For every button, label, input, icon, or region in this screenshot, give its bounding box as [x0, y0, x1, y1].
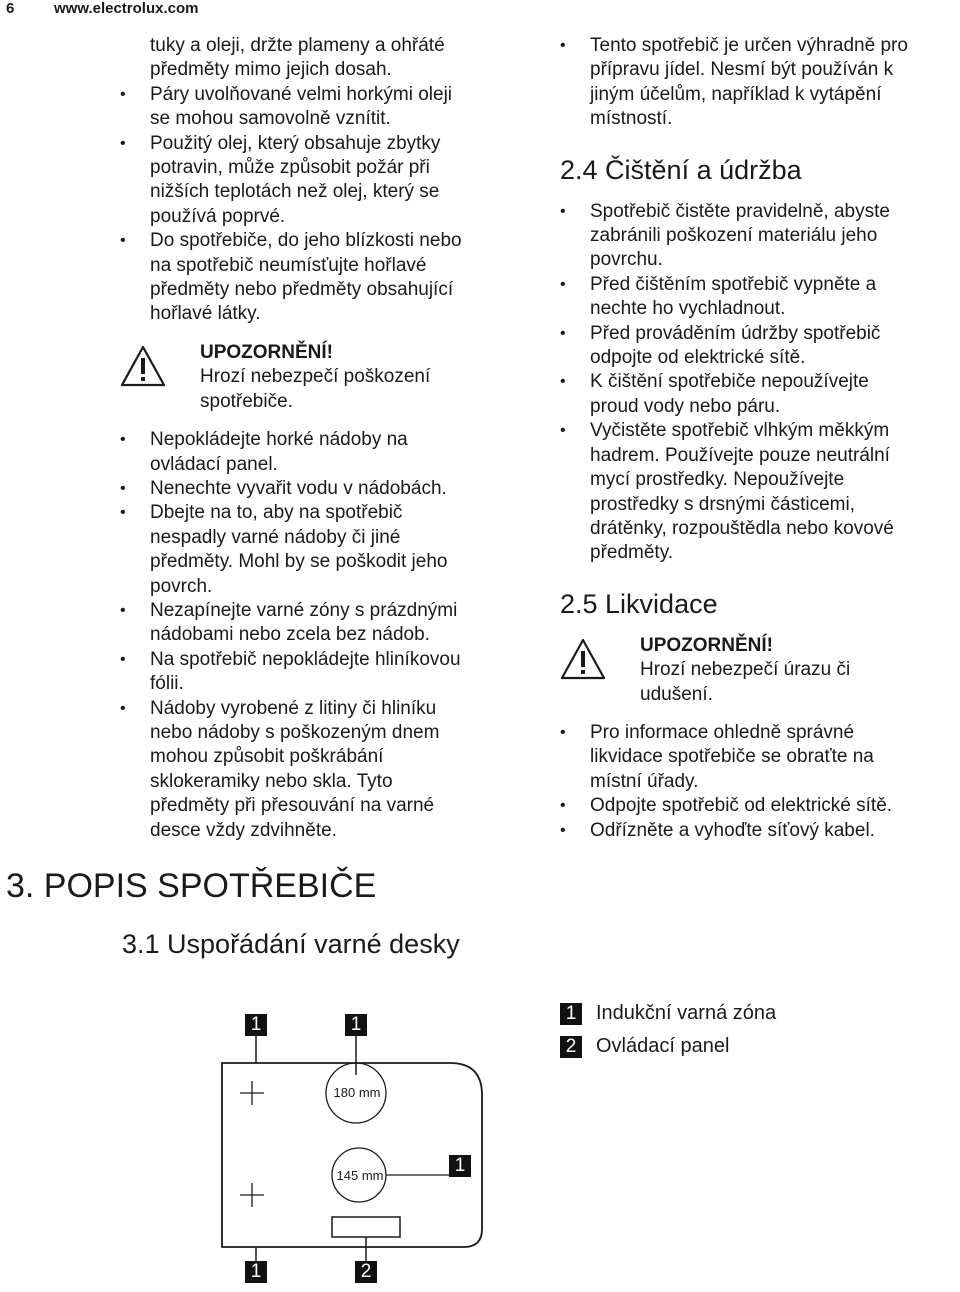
- section-heading-3-1: 3.1 Uspořádání varné desky: [122, 929, 460, 959]
- list-item: • K čištění spotřebiče nepoužívejte proud vody nebo páru.: [560, 370, 955, 419]
- callout-2-bottom-right: 2: [355, 1261, 377, 1283]
- page-number: 6: [6, 0, 15, 17]
- warning-block: [120, 341, 520, 414]
- list-item: • Páry uvolňované velmi horkými oleji se mohou samovolně vznítit.: [120, 83, 520, 132]
- warning-title: UPOZORNĚNÍ!: [640, 634, 773, 656]
- legend-number: 2: [560, 1036, 582, 1058]
- hob-outline: [190, 995, 510, 1292]
- list-item: • Odpojte spotřebič od elektrické sítě.: [560, 794, 955, 818]
- list-item: • Použitý olej, který obsahuje zbytky potravin, může způsobit požár při nižších teplotách než olej, který se používá poprvé.: [120, 132, 520, 230]
- callout-1-top-left: 1: [245, 1014, 267, 1036]
- list-item: • Nenechte vyvařit vodu v nádobách.: [120, 477, 520, 501]
- zone-large-diameter: 180 mm: [333, 1085, 381, 1100]
- site-url[interactable]: www.electrolux.com: [54, 0, 199, 17]
- bullet-list-a: [120, 83, 520, 327]
- bullet-list-top: [560, 34, 955, 132]
- section-heading-3: 3. POPIS SPOTŘEBIČE: [6, 867, 377, 905]
- list-item: • Před čištěním spotřebič vypněte a nechte ho vychladnout.: [560, 273, 955, 322]
- intro-text: [120, 34, 520, 83]
- callout-1-bottom-left: 1: [245, 1261, 267, 1283]
- list-item: • Nepokládejte horké nádoby na ovládací panel.: [120, 428, 520, 477]
- legend-text: Ovládací panel: [596, 1035, 730, 1057]
- text-line: tuky a oleji, držte plameny a ohřáté: [150, 35, 445, 56]
- callout-1-top-right: 1: [345, 1014, 367, 1036]
- list-item: • Dbejte na to, aby na spotřebič nespadly varné nádoby či jiné předměty. Mohl by se poškodit jeho povrch.: [120, 501, 520, 599]
- legend-item: [560, 1030, 776, 1063]
- list-item: • Na spotřebič nepokládejte hliníkovou fólii.: [120, 648, 520, 697]
- warning-triangle-icon: [560, 638, 606, 680]
- list-item: • Vyčistěte spotřebič vlhkým měkkým hadrem. Používejte pouze neutrální mycí prostředky. Nepoužívejte prostředky s drsnými částicemi, drátěnky, rozpouštědla nebo kovové předměty.: [560, 419, 955, 565]
- bullet-list-b: [120, 428, 520, 843]
- list-item: • Tento spotřebič je určen výhradně pro přípravu jídel. Nesmí být používán k jiným účelům, například k vytápění místností.: [560, 34, 955, 132]
- legend-text: Indukční varná zóna: [596, 1002, 777, 1024]
- legend-number: 1: [560, 1003, 582, 1025]
- warning-text: Hrozí nebezpečí úrazu či: [640, 659, 851, 681]
- list-item: • Nádoby vyrobené z litiny či hliníku nebo nádoby s poškozeným dnem mohou způsobit poškrábání sklokeramiky nebo skla. Tyto předměty při přesouvání na varné desce vždy zdvihněte.: [120, 697, 520, 843]
- list-item: • Před prováděním údržby spotřebič odpojte od elektrické sítě.: [560, 322, 955, 371]
- list-item: • Do spotřebiče, do jeho blízkosti nebo na spotřebič neumísťujte hořlavé předměty nebo předměty obsahující hořlavé látky.: [120, 229, 520, 327]
- bullet-list-cleaning: [560, 200, 955, 566]
- left-column: [120, 34, 520, 843]
- list-item: • Pro informace ohledně správné likvidace spotřebiče se obraťte na místní úřady.: [560, 721, 955, 794]
- warning-text: Hrozí nebezpečí poškození: [200, 366, 431, 388]
- bullet-list-disposal: [560, 721, 955, 843]
- section-heading-2-5: 2.5 Likvidace: [560, 588, 718, 619]
- text-line: předměty mimo jejich dosah.: [150, 59, 392, 81]
- warning-text: spotřebiče.: [200, 390, 293, 412]
- list-item: • Nezapínejte varné zóny s prázdnými nádobami nebo zcela bez nádob.: [120, 599, 520, 648]
- right-column: [560, 34, 955, 843]
- warning-block: [560, 634, 955, 707]
- section-heading-2-4: 2.4 Čištění a údržba: [560, 154, 802, 185]
- warning-title: UPOZORNĚNÍ!: [200, 341, 333, 363]
- diagram-legend: [560, 997, 776, 1063]
- list-item: • Odřízněte a vyhoďte síťový kabel.: [560, 819, 955, 843]
- warning-text: udušení.: [640, 683, 713, 705]
- hob-diagram: [190, 995, 510, 1292]
- list-item: • Spotřebič čistěte pravidelně, abyste zabránili poškození materiálu jeho povrchu.: [560, 200, 955, 273]
- callout-1-middle-right: 1: [449, 1155, 471, 1177]
- page-header: [6, 0, 199, 18]
- legend-item: [560, 997, 776, 1030]
- zone-small-diameter: 145 mm: [336, 1168, 384, 1183]
- warning-triangle-icon: [120, 345, 166, 387]
